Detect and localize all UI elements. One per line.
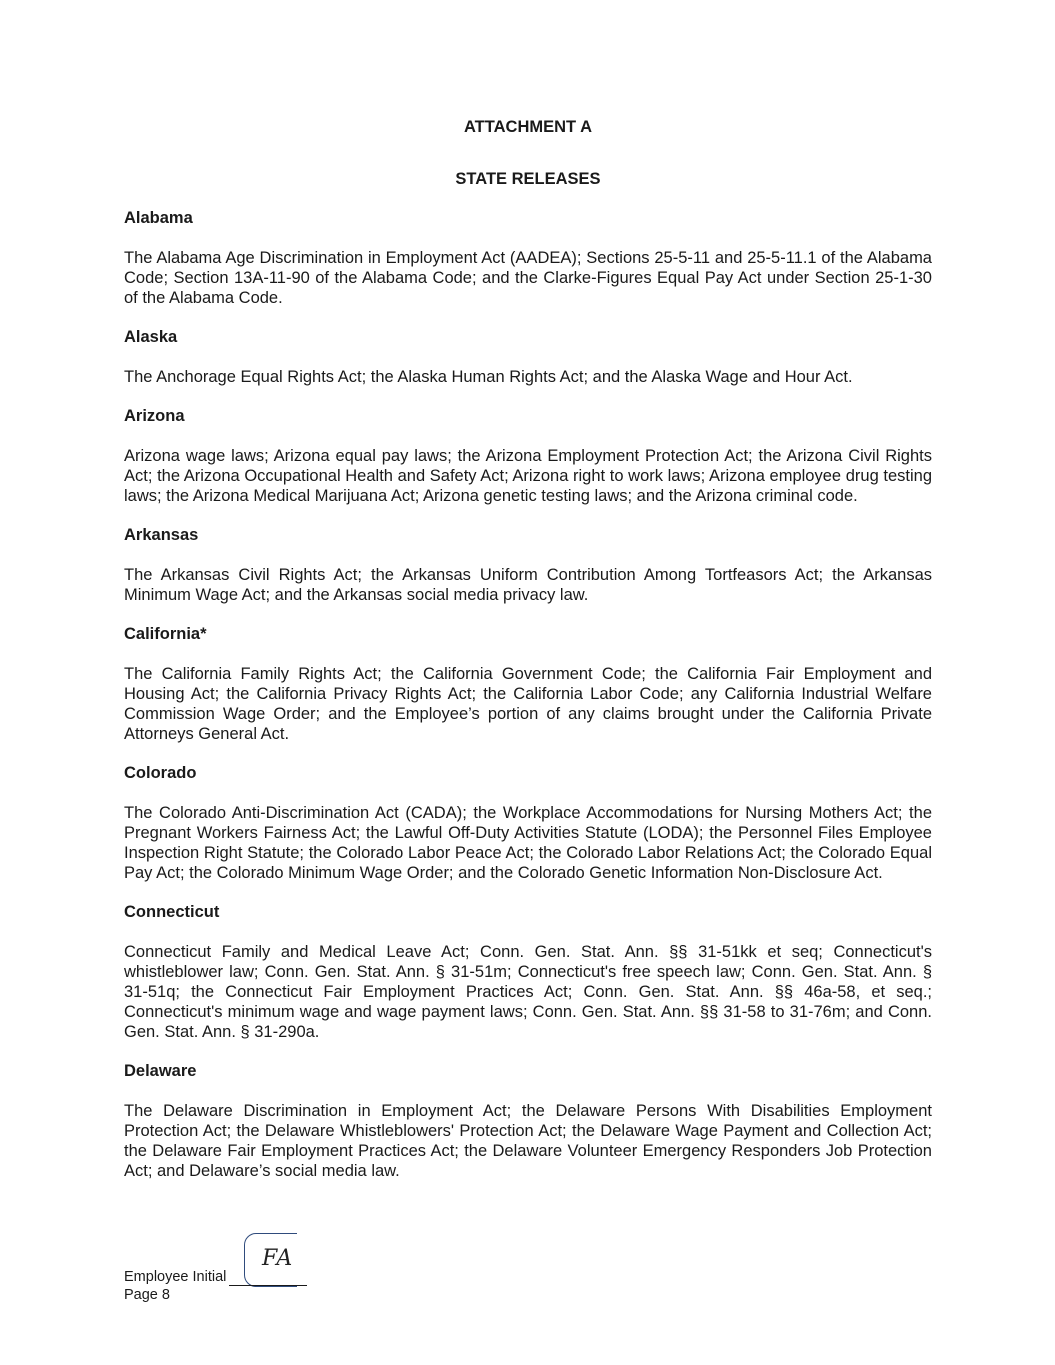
section-heading: Arizona: [124, 407, 185, 425]
section-delaware: [124, 1061, 932, 1181]
page-footer: [124, 1268, 307, 1304]
page-number: Page 8: [124, 1287, 170, 1303]
section-heading: California*: [124, 625, 207, 643]
section-heading: Connecticut: [124, 903, 220, 921]
section-body: The Delaware Discrimination in Employment Act; the Delaware Persons With Disabilities Employment Protection Act; the Delaware Whistleblowers' Protection Act; the Delaware Wage Payment and Collection Act; the Delaware Fair Employment Practices Act; the Delaware Volunteer Emergency Responders Job Protection Act; and Delaware’s social media law.: [124, 1102, 932, 1180]
section-connecticut: [124, 902, 932, 1042]
document-title: STATE RELEASES: [455, 170, 601, 188]
section-heading: Alabama: [124, 209, 193, 227]
section-body: Connecticut Family and Medical Leave Act; Conn. Gen. Stat. Ann. §§ 31-51kk et seq; Connecticut's whistleblower law; Conn. Gen. Stat. Ann. § 31-51m; Connecticut's free speech law; Conn. Gen. Stat. Ann. § 31-51q; the Connecticut Fair Employment Practices Act; Conn. Gen. Stat. Ann. §§ 46a-58, et seq.; Connecticut's minimum wage and wage payment laws; Conn. Gen. Stat. Ann. §§ 31-58 to 31-76m; and Conn. Gen. Stat. Ann. § 31-290a.: [124, 943, 932, 1041]
employee-initial-row: [124, 1268, 307, 1286]
section-alaska: [124, 327, 932, 387]
section-body: The Anchorage Equal Rights Act; the Alaska Human Rights Act; and the Alaska Wage and Hour Act.: [124, 368, 853, 386]
document-page: [124, 118, 932, 1181]
employee-initial-label: Employee Initial: [124, 1269, 227, 1285]
attachment-label: ATTACHMENT A: [463, 118, 592, 136]
section-arizona: [124, 406, 932, 506]
section-california: [124, 624, 932, 744]
section-heading: Alaska: [124, 328, 178, 346]
section-arkansas: [124, 525, 932, 605]
section-heading: Arkansas: [124, 526, 199, 544]
section-body: The California Family Rights Act; the California Government Code; the California Fair Employment and Housing Act; the California Privacy Rights Act; the California Labor Code; any California Industrial Welfare Commission Wage Order; and the Employee’s portion of any claims brought under the California Private Attorneys General Act.: [124, 665, 932, 743]
section-heading: Colorado: [124, 764, 197, 782]
initial-line: [229, 1271, 307, 1286]
section-body: The Alabama Age Discrimination in Employment Act (AADEA); Sections 25-5-11 and 25-5-11.1 of the Alabama Code; Section 13A-11-90 of the Alabama Code; and the Clarke-Figures Equal Pay Act under Section 25-1-30 of the Alabama Code.: [124, 249, 932, 307]
section-body: Arizona wage laws; Arizona equal pay laws; the Arizona Employment Protection Act; the Arizona Civil Rights Act; the Arizona Occupational Health and Safety Act; Arizona right to work laws; Arizona employee drug testing laws; the Arizona Medical Marijuana Act; Arizona genetic testing laws; and the Arizona criminal code.: [124, 447, 932, 505]
section-body: The Arkansas Civil Rights Act; the Arkansas Uniform Contribution Among Tortfeasors Act; the Arkansas Minimum Wage Act; and the Arkansas social media privacy law.: [124, 566, 932, 604]
section-colorado: [124, 763, 932, 883]
section-heading: Delaware: [124, 1062, 197, 1080]
section-alabama: [124, 208, 932, 308]
employee-initial-signature: FA: [262, 1246, 294, 1271]
section-body: The Colorado Anti-Discrimination Act (CADA); the Workplace Accommodations for Nursing Mothers Act; the Pregnant Workers Fairness Act; the Lawful Off-Duty Activities Statute (LODA); the Personnel Files Employee Inspection Right Statute; the Colorado Labor Peace Act; the Colorado Labor Relations Act; the Colorado Equal Pay Act; the Colorado Minimum Wage Order; and the Colorado Genetic Information Non-Disclosure Act.: [124, 804, 932, 882]
